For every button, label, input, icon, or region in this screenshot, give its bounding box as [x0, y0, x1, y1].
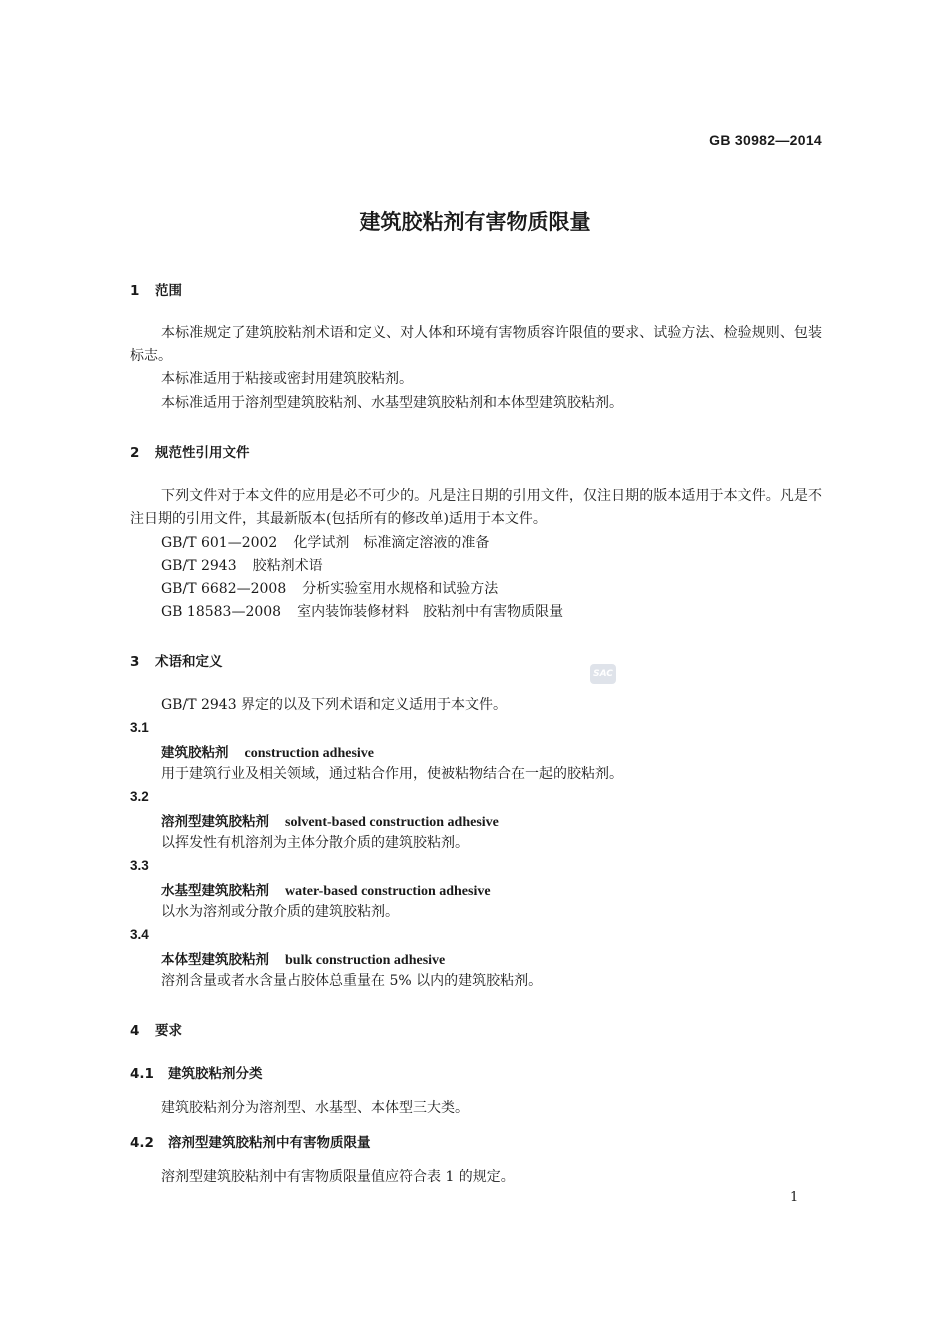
reference-item [161, 578, 498, 601]
reference-title: 胶粘剂术语 [252, 558, 323, 574]
term-heading [161, 810, 499, 831]
page-number: 1 [790, 1190, 799, 1205]
reference-title: 室内装饰装修材料 胶粘剂中有害物质限量 [297, 604, 564, 620]
subsection-number: 4.2 [130, 1135, 154, 1151]
term-number: 3.4 [130, 927, 149, 942]
term-cn: 水基型建筑胶粘剂 [161, 883, 269, 899]
term-en: water-based construction adhesive [285, 884, 491, 899]
subsection-title: 溶剂型建筑胶粘剂中有害物质限量 [168, 1135, 371, 1151]
term-number: 3.1 [130, 720, 149, 735]
term-cn: 本体型建筑胶粘剂 [161, 952, 269, 968]
subsection-title: 建筑胶粘剂分类 [168, 1066, 263, 1082]
term-definition: 用于建筑行业及相关领域，通过粘合作用，使被粘物结合在一起的胶粘剂。 [161, 766, 623, 782]
reference-item [161, 532, 489, 555]
section-2-heading [130, 441, 250, 461]
term-cn: 溶剂型建筑胶粘剂 [161, 814, 269, 830]
scope-paragraph-3: 本标准适用于溶剂型建筑胶粘剂、水基型建筑胶粘剂和本体型建筑胶粘剂。 [161, 395, 623, 411]
section-number: 2 [130, 445, 140, 461]
term-number: 3.3 [130, 858, 149, 873]
subsection-4-1-text: 建筑胶粘剂分为溶剂型、水基型、本体型三大类。 [161, 1100, 469, 1116]
subsection-number: 4.1 [130, 1066, 154, 1082]
reference-title: 分析实验室用水规格和试验方法 [302, 581, 499, 597]
reference-code: GB/T 6682—2008 [161, 581, 287, 597]
term-en: bulk construction adhesive [285, 953, 446, 968]
term-definition: 以挥发性有机溶剂为主体分散介质的建筑胶粘剂。 [161, 835, 469, 851]
references-intro: 下列文件对于本文件的应用是必不可少的。凡是注日期的引用文件，仅注日期的版本适用于本文件。凡是不注日期的引用文件，其最新版本(包括所有的修改单)适用于本文件。 [130, 488, 822, 527]
reference-item [161, 555, 323, 578]
reference-item [161, 601, 563, 624]
term-number: 3.2 [130, 789, 149, 804]
section-1-heading [130, 279, 182, 299]
section-number: 4 [130, 1023, 140, 1039]
section-number: 1 [130, 283, 140, 299]
section-title: 范围 [155, 283, 182, 299]
term-cn: 建筑胶粘剂 [161, 745, 229, 761]
section-3-heading [130, 650, 223, 670]
document-title: 建筑胶粘剂有害物质限量 [359, 210, 591, 234]
subsection-4-2-text: 溶剂型建筑胶粘剂中有害物质限量值应符合表 1 的规定。 [161, 1169, 515, 1185]
reference-code: GB/T 2943 [161, 558, 237, 574]
subsection-4-1-heading [130, 1062, 263, 1082]
sac-watermark-logo: SAC [590, 664, 616, 684]
standard-code: GB 30982—2014 [709, 132, 822, 148]
reference-title: 化学试剂 标准滴定溶液的准备 [293, 535, 490, 551]
section-title: 要求 [155, 1023, 182, 1039]
reference-code: GB 18583—2008 [161, 604, 282, 620]
term-en: construction adhesive [244, 746, 374, 761]
scope-paragraph-2: 本标准适用于粘接或密封用建筑胶粘剂。 [161, 371, 413, 387]
term-en: solvent-based construction adhesive [285, 815, 499, 830]
reference-code: GB/T 601—2002 [161, 535, 278, 551]
section-title: 规范性引用文件 [155, 445, 250, 461]
term-heading [161, 879, 491, 900]
section-number: 3 [130, 654, 140, 670]
section-4-heading [130, 1019, 182, 1039]
scope-paragraph-1: 本标准规定了建筑胶粘剂术语和定义、对人体和环境有害物质容许限值的要求、试验方法、检验规则、包装标志。 [130, 325, 822, 364]
subsection-4-2-heading [130, 1131, 371, 1151]
section-title: 术语和定义 [155, 654, 223, 670]
term-heading [161, 948, 445, 969]
terms-intro: GB/T 2943 界定的以及下列术语和定义适用于本文件。 [161, 697, 508, 713]
term-definition: 溶剂含量或者水含量占胶体总重量在 5% 以内的建筑胶粘剂。 [161, 973, 543, 989]
term-definition: 以水为溶剂或分散介质的建筑胶粘剂。 [161, 904, 399, 920]
term-heading [161, 741, 374, 762]
